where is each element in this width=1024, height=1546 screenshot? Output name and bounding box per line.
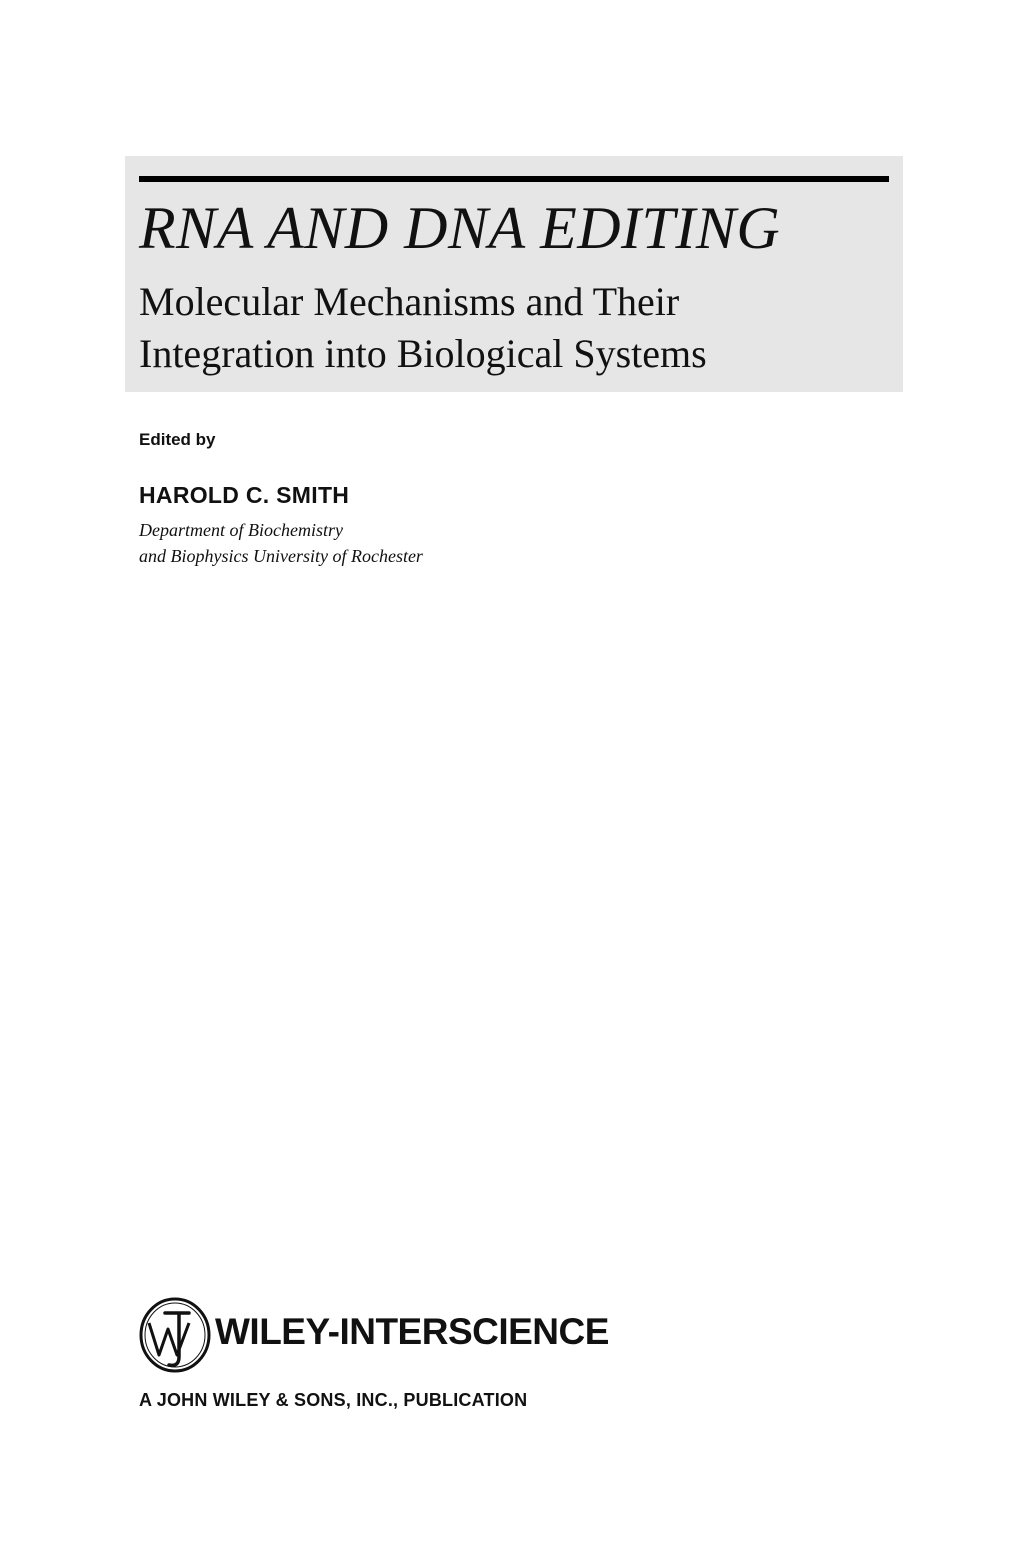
title-rule (139, 176, 889, 182)
book-title: RNA AND DNA EDITING (139, 195, 781, 261)
affiliation-line: Department of Biochemistry (139, 520, 343, 540)
book-subtitle (139, 276, 707, 380)
editor-name: HAROLD C. SMITH (139, 482, 350, 508)
edited-by-label: Edited by (139, 430, 216, 449)
subtitle-line: Integration into Biological Systems (139, 331, 707, 376)
publisher-mark (139, 1295, 619, 1375)
subtitle-line: Molecular Mechanisms and Their (139, 279, 680, 324)
wiley-jw-logo-icon (139, 1295, 213, 1375)
title-panel (125, 156, 903, 392)
editor-affiliation (139, 517, 423, 569)
imprint-name: WILEY-INTERSCIENCE (215, 1311, 609, 1352)
publisher-line: A JOHN WILEY & SONS, INC., PUBLICATION (139, 1390, 528, 1410)
affiliation-line: and Biophysics University of Rochester (139, 546, 423, 566)
